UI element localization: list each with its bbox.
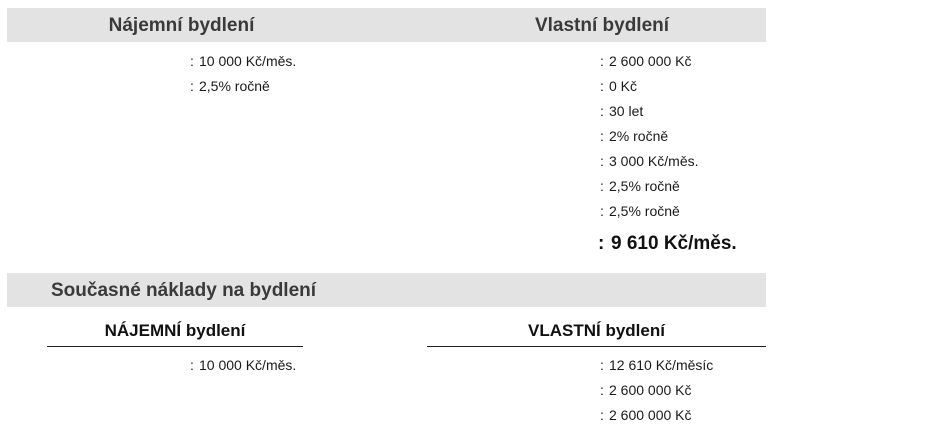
row-value: 12 610 Kč/měsíc	[609, 357, 714, 373]
current-costs-title: Současné náklady na bydlení	[51, 280, 317, 301]
rent-housing-heading: Nájemní bydlení	[108, 15, 255, 36]
row-separator: :	[190, 53, 194, 69]
row-value: 10 000 Kč/měs.	[199, 53, 297, 69]
own-subheading: VLASTNÍ bydlení	[427, 321, 766, 347]
row-separator: :	[600, 78, 604, 94]
row-value: 2,5% ročně	[199, 78, 270, 94]
row-separator: :	[600, 53, 604, 69]
row-value: 2 600 000 Kč	[609, 382, 692, 398]
row-separator: :	[600, 128, 604, 144]
own-housing-heading: Vlastní bydlení	[534, 15, 670, 36]
row-separator: :	[190, 357, 194, 373]
current-costs-band	[7, 273, 766, 307]
rent-subheading: NÁJEMNÍ bydlení	[47, 321, 303, 347]
row-separator: :	[600, 357, 604, 373]
row-separator: :	[598, 233, 605, 254]
row-value: 2 600 000 Kč	[609, 407, 692, 423]
row-value: 3 000 Kč/měs.	[609, 153, 699, 169]
row-separator: :	[600, 407, 604, 423]
row-value: 2,5% ročně	[609, 203, 680, 219]
row-separator: :	[600, 103, 604, 119]
assumptions-header-band	[7, 8, 766, 42]
row-value: 30 let	[609, 103, 644, 119]
installment-value: 9 610 Kč/měs.	[611, 233, 737, 254]
row-separator: :	[190, 78, 194, 94]
row-value: 2,5% ročně	[609, 178, 680, 194]
row-separator: :	[600, 178, 604, 194]
row-separator: :	[600, 153, 604, 169]
row-value: 10 000 Kč/měs.	[199, 357, 297, 373]
row-value: 2% ročně	[609, 128, 669, 144]
row-value: 2 600 000 Kč	[609, 53, 692, 69]
row-value: 0 Kč	[609, 78, 638, 94]
row-separator: :	[600, 382, 604, 398]
row-separator: :	[600, 203, 604, 219]
